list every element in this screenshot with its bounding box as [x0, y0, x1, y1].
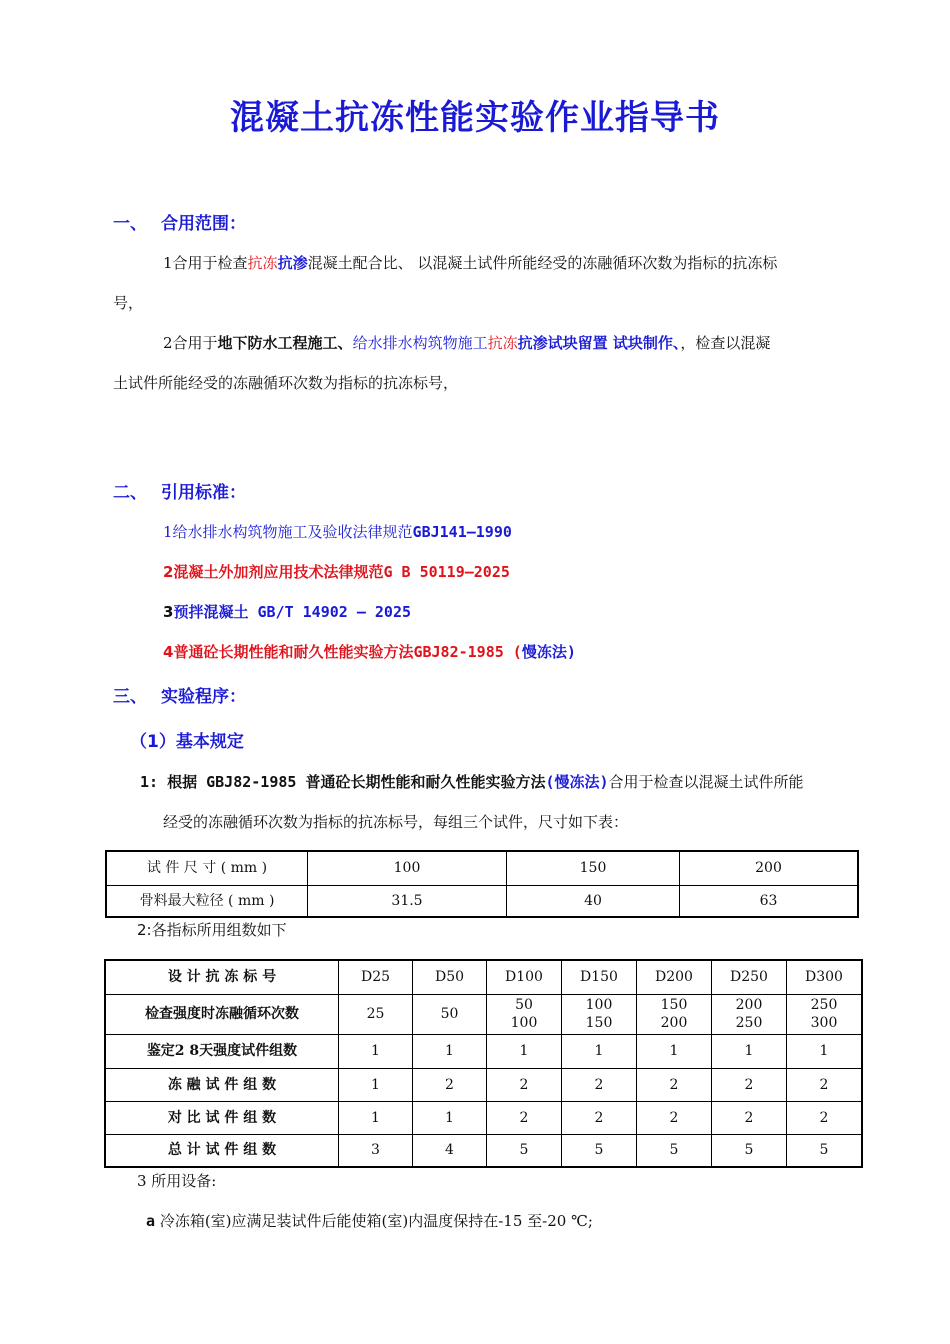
table-cell: 1 [339, 1101, 413, 1134]
table-row [105, 1101, 862, 1134]
table-cell: 1 [712, 1034, 787, 1068]
table-cell [712, 994, 787, 1034]
sec1-paragraph-2-line-1 [163, 333, 770, 353]
table-cell: 40 [507, 885, 680, 917]
table-cell [787, 994, 863, 1034]
table-cell: 1 [562, 1034, 637, 1068]
table-cell: D100 [487, 960, 562, 994]
table-cell: 检查强度时冻融循环次数 [105, 994, 339, 1034]
table-cell: 2 [787, 1068, 863, 1101]
table-cell: 1 [787, 1034, 863, 1068]
text-run: ，检查以混凝 [680, 334, 771, 352]
table-row [106, 885, 858, 917]
table-cell: 50 [413, 994, 487, 1034]
table-cell: D300 [787, 960, 863, 994]
section-2-heading [113, 478, 246, 503]
standard-4 [163, 641, 576, 662]
specimen-size-table [105, 850, 859, 918]
table-cell: 25 [339, 994, 413, 1034]
text-run-blue-bold: 抗渗试块留置 试块制作、 [517, 334, 681, 352]
table-cell: 设 计 抗 冻 标 号 [105, 960, 339, 994]
standard-4-code: GBJ82-1985 ( [413, 643, 522, 661]
document-title: 混凝土抗冻性能实验作业指导书 [230, 98, 720, 138]
table-cell: 总 计 试 件 组 数 [105, 1134, 339, 1167]
table-cell: 200 [680, 851, 859, 885]
table-cell: 2 [712, 1101, 787, 1134]
table-cell: 2 [637, 1101, 712, 1134]
text-run: 1合用于检查 [163, 254, 248, 272]
item-3: 3 所用设备: [137, 1172, 217, 1190]
table-cell: 4 [413, 1134, 487, 1167]
table-cell: 150 [507, 851, 680, 885]
standard-1-name: 1给水排水构筑物施工及验收法律规范 [163, 523, 413, 541]
section-1-number: 一、 [113, 214, 147, 234]
item-1-line-1 [140, 772, 804, 792]
section-3-heading [113, 682, 246, 707]
cell-line: 100 [585, 997, 613, 1013]
table-cell: 1 [413, 1034, 487, 1068]
item-1-line-2: 经受的冻融循环次数为指标的抗冻标号，每组三个试件，尺寸如下表： [163, 813, 629, 831]
sec1-paragraph-1-line-2: 号， [113, 294, 144, 312]
frost-grade-table [104, 959, 863, 1168]
section-3-number: 三、 [113, 687, 147, 707]
table-cell: 63 [680, 885, 859, 917]
sec1-paragraph-1-line-1 [163, 253, 777, 273]
item-1-lead: 1: 根据 GBJ82-1985 普通砼长期性能和耐久性能实验方法 [140, 773, 546, 791]
cell-line: 100 [510, 1015, 538, 1031]
item-a-marker: a [146, 1212, 156, 1230]
item-1-text: 合用于检查以混凝土试件所能 [608, 773, 804, 791]
standard-4-method: 慢冻法 [521, 643, 567, 661]
table-cell: 2 [562, 1068, 637, 1101]
cell-line: 250 [735, 1015, 763, 1031]
cell-line: 300 [810, 1015, 838, 1031]
item-1-method: (慢冻法) [545, 773, 609, 791]
table-header-row [105, 960, 862, 994]
cell-line: 150 [585, 1015, 613, 1031]
table-cell: 对 比 试 件 组 数 [105, 1101, 339, 1134]
table-cell: D50 [413, 960, 487, 994]
table-row [105, 1134, 862, 1167]
cell-line: 150 [660, 997, 688, 1013]
text-run-red: 抗冻 [487, 334, 518, 352]
table-cell: 2 [787, 1101, 863, 1134]
table-cell: 鉴定2 8天强度试件组数 [105, 1034, 339, 1068]
table-row [105, 994, 862, 1034]
standard-4-name: 普通砼长期性能和耐久性能实验方法 [173, 643, 414, 661]
table-cell: D250 [712, 960, 787, 994]
table-cell: 冻 融 试 件 组 数 [105, 1068, 339, 1101]
table-cell: 1 [487, 1034, 562, 1068]
text-run-red: 抗冻 [247, 254, 278, 272]
table-cell: 2 [413, 1068, 487, 1101]
table-cell: D200 [637, 960, 712, 994]
standard-3 [163, 601, 411, 622]
table-cell: D150 [562, 960, 637, 994]
text-run: 2合用于 [163, 334, 218, 352]
standard-2 [163, 561, 510, 582]
section-2-number: 二、 [113, 483, 147, 503]
text-run-blue: 抗渗 [277, 254, 308, 272]
table-cell [562, 994, 637, 1034]
standard-3-name: 预拌混凝土 [173, 603, 249, 621]
table-cell: 2 [712, 1068, 787, 1101]
cell-line: 50 [515, 997, 533, 1013]
cell-line: 200 [660, 1015, 688, 1031]
sec1-paragraph-2-line-2: 土试件所能经受的冻融循环次数为指标的抗冻标号， [113, 374, 459, 392]
cell-line: 250 [810, 997, 838, 1013]
table-cell [637, 994, 712, 1034]
table-cell: 试 件 尺 寸 ( mm ) [106, 851, 308, 885]
standard-2-name: 2混凝土外加剂应用技术法律规范 [163, 563, 384, 581]
standard-1-code: GBJ141—1990 [412, 523, 512, 541]
item-a [146, 1211, 593, 1231]
table-cell: 1 [637, 1034, 712, 1068]
table-cell: 100 [308, 851, 507, 885]
standard-2-code: G B 50119—2025 [383, 563, 510, 581]
table-cell: 1 [413, 1101, 487, 1134]
table-cell: 31.5 [308, 885, 507, 917]
table-cell [487, 994, 562, 1034]
table-cell: 骨料最大粒径 ( mm ) [106, 885, 308, 917]
table-row [105, 1068, 862, 1101]
table-cell: 5 [562, 1134, 637, 1167]
table-cell: 2 [487, 1068, 562, 1101]
table-cell: 2 [637, 1068, 712, 1101]
table-cell: 2 [562, 1101, 637, 1134]
text-run-blue: 给水排水构筑物施工 [352, 334, 488, 352]
table-cell: 5 [787, 1134, 863, 1167]
table-cell: 5 [487, 1134, 562, 1167]
table-row [105, 1034, 862, 1068]
cell-line: 200 [735, 997, 763, 1013]
table-row [106, 851, 858, 885]
table-cell: D25 [339, 960, 413, 994]
section-2-title: 引用标准： [161, 483, 246, 503]
standard-1 [163, 521, 512, 542]
item-a-text: 冷冻箱(室)应满足装试件后能使箱(室)内温度保持在-15 至-20 ℃; [159, 1212, 593, 1230]
standard-4-number: 4 [163, 643, 174, 661]
table-cell: 2 [487, 1101, 562, 1134]
text-run: 混凝土配合比、 以混凝土试件所能经受的冻融循环次数为指标的抗冻标 [307, 254, 778, 272]
table-cell: 1 [339, 1068, 413, 1101]
subsection-basic-rules: （1）基本规定 [130, 732, 244, 752]
section-3-title: 实验程序： [161, 687, 246, 707]
table-cell: 3 [339, 1134, 413, 1167]
standard-3-code: GB/T 14902 — 2025 [248, 603, 412, 621]
standard-3-number: 3 [163, 603, 174, 621]
standard-4-close: ) [566, 643, 576, 661]
table-cell: 5 [637, 1134, 712, 1167]
item-2: 2:各指标所用组数如下 [137, 921, 287, 939]
section-1-title: 合用范围： [161, 214, 246, 234]
table-cell: 1 [339, 1034, 413, 1068]
section-1-heading [113, 209, 246, 234]
text-run-bold: 地下防水工程施工、 [217, 334, 353, 352]
table-cell: 5 [712, 1134, 787, 1167]
